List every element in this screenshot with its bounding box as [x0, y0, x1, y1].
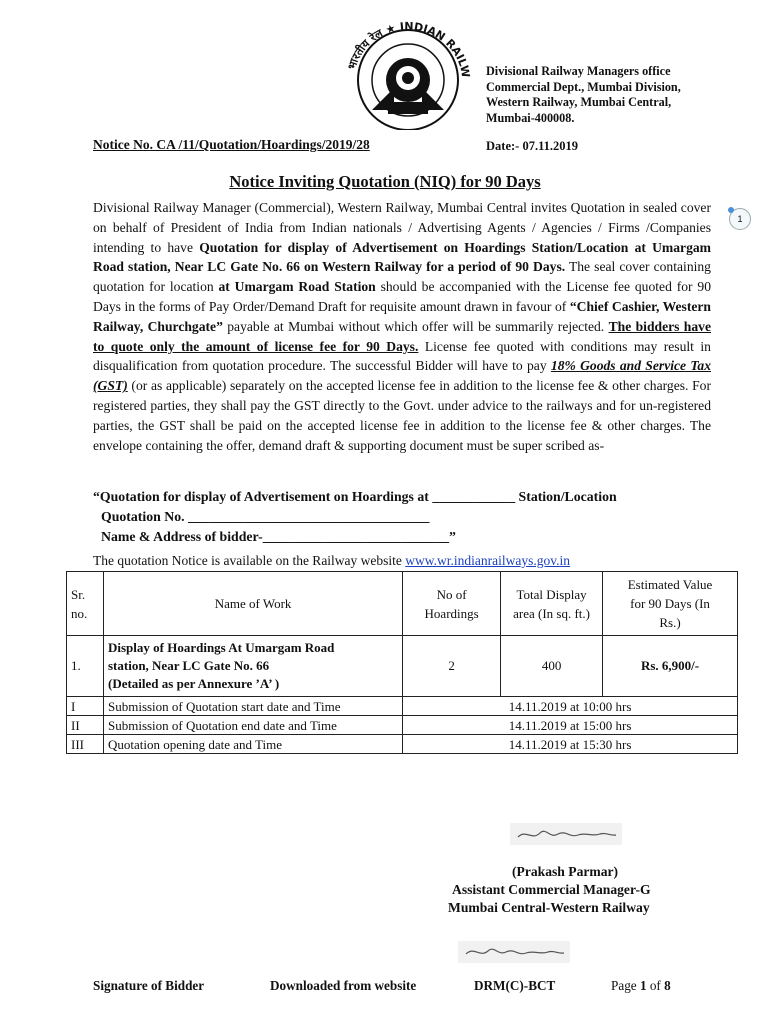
table-row — [67, 636, 738, 697]
cell-area: 400 — [501, 636, 603, 697]
body-text: should be accompanied with the License fee quoted for 90 Days in the forms of Pay Order/Demand Draft for requisite amount drawn in favour of — [93, 279, 711, 314]
schedule-row — [67, 716, 738, 735]
table-header-row — [67, 572, 738, 636]
cell-datetime: 14.11.2019 at 15:00 hrs — [403, 716, 738, 735]
schedule-row — [67, 735, 738, 754]
signatory-name: (Prakash Parmar) — [512, 864, 619, 879]
cell-sr: II — [67, 716, 104, 735]
body-text: License fee quoted with conditions may result in disqualification from quotation procedure. The successful Bidder will have to pay — [93, 338, 711, 374]
body-text: Divisional Railway Manager (Commercial), Western Railway, Mumbai Central invites Quotation in sealed cover on behalf of President of India from Indian nationals / Advertising Agents / Agencies / Firms /Companies intending to have — [93, 200, 711, 255]
footer-code: DRM(C)-BCT — [474, 978, 556, 993]
office-line: Divisional Railway Managers office — [486, 64, 671, 78]
work-table — [66, 571, 738, 754]
cell-hoardings: 2 — [403, 636, 501, 697]
superscription-line: “Quotation for display of Advertisement on Hoardings at ____________ Station/Location — [93, 489, 617, 504]
notice-body — [93, 198, 711, 455]
superscription-line: Name & Address of bidder-___________________________” — [101, 529, 456, 544]
gst-rate: 18% Goods and Service Tax (GST) — [93, 358, 711, 394]
body-bold: Quotation for display of Advertisement on Hoardings Station/Location at Umargam Road station, Near LC Gate No. 66 on Western Railway for a period of 90 Days. — [93, 239, 711, 275]
office-line: Western Railway, Mumbai Central, — [486, 95, 672, 109]
indian-railways-logo — [332, 18, 484, 130]
cell-label: Submission of Quotation start date and Time — [103, 697, 402, 716]
page-number: Page 1 of 8 — [611, 978, 671, 993]
body-text: (or as applicable) separately on the accepted license fee in addition to the license fee & other charges. For registered parties, they shall pay the GST directly to the Govt. under advice to the railways and for un-registered parties, the GST shall be paid on the accepted license fee in addition to the license fee & other charges. The envelope containing the offer, demand draft & supporting document must be super scribed as- — [93, 378, 711, 453]
body-bold: “Chief Cashier, Western Railway, Churchgate” — [93, 298, 711, 334]
signature-image — [458, 941, 570, 963]
header-name-of-work: Name of Work — [103, 572, 402, 636]
superscription-block — [93, 487, 733, 547]
office-address — [486, 64, 746, 126]
website-text: The quotation Notice is available on the Railway website — [93, 553, 406, 568]
svg-text:भारतीय रेल ★ INDIAN RAILWAYS: भारतीय रेल ★ INDIAN RAILW — [345, 19, 473, 79]
signatory-designation: Assistant Commercial Manager-G — [452, 882, 651, 897]
header-no-of-hoardings: No of Hoardings — [403, 572, 501, 636]
office-line: Commercial Dept., Mumbai Division, — [486, 79, 681, 94]
cell-datetime: 14.11.2019 at 10:00 hrs — [403, 697, 738, 716]
header-display-area: Total Display area (In sq. ft.) — [501, 572, 603, 636]
footer-downloaded: Downloaded from website — [270, 978, 417, 993]
website-link[interactable]: www.wr.indianrailways.gov.in — [405, 553, 571, 568]
cell-label: Submission of Quotation end date and Time — [103, 716, 402, 735]
signature-image — [510, 823, 622, 845]
signatory-office: Mumbai Central-Western Railway — [448, 900, 650, 915]
schedule-row — [67, 697, 738, 716]
body-bold: at Umargam Road Station — [218, 279, 376, 295]
body-text: The seal cover containing quotation for location — [93, 259, 711, 295]
website-line — [93, 553, 570, 569]
cell-sr: 1. — [67, 636, 104, 697]
cell-datetime: 14.11.2019 at 15:30 hrs — [403, 735, 738, 754]
comment-marker[interactable]: 1 — [729, 208, 751, 230]
office-line: Mumbai-400008. — [486, 110, 575, 125]
cell-work: Display of Hoardings At Umargam Road station, Near LC Gate No. 66 (Detailed as per Annexure ’A’ ) — [103, 636, 402, 697]
notice-number: Notice No. CA /11/Quotation/Hoardings/2019/28 — [93, 137, 370, 152]
cell-label: Quotation opening date and Time — [103, 735, 402, 754]
cell-value: Rs. 6,900/- — [603, 636, 738, 697]
header-estimated-value: Estimated Value for 90 Days (In Rs.) — [603, 572, 738, 636]
footer-signature-of-bidder: Signature of Bidder — [93, 978, 205, 993]
cell-sr: I — [67, 697, 104, 716]
header-sr: Sr. no. — [67, 572, 104, 636]
signatory-block — [0, 863, 770, 917]
page-title: Notice Inviting Quotation (NIQ) for 90 Days — [229, 172, 541, 191]
body-bold-underlined: The bidders have to quote only the amount of license fee for 90 Days. — [93, 318, 711, 354]
notice-date: Date:- 07.11.2019 — [486, 139, 578, 153]
cell-sr: III — [67, 735, 104, 754]
body-text: payable at Mumbai without which offer will be summarily rejected. — [222, 318, 609, 334]
superscription-line: Quotation No. ___________________________________ — [101, 509, 430, 524]
